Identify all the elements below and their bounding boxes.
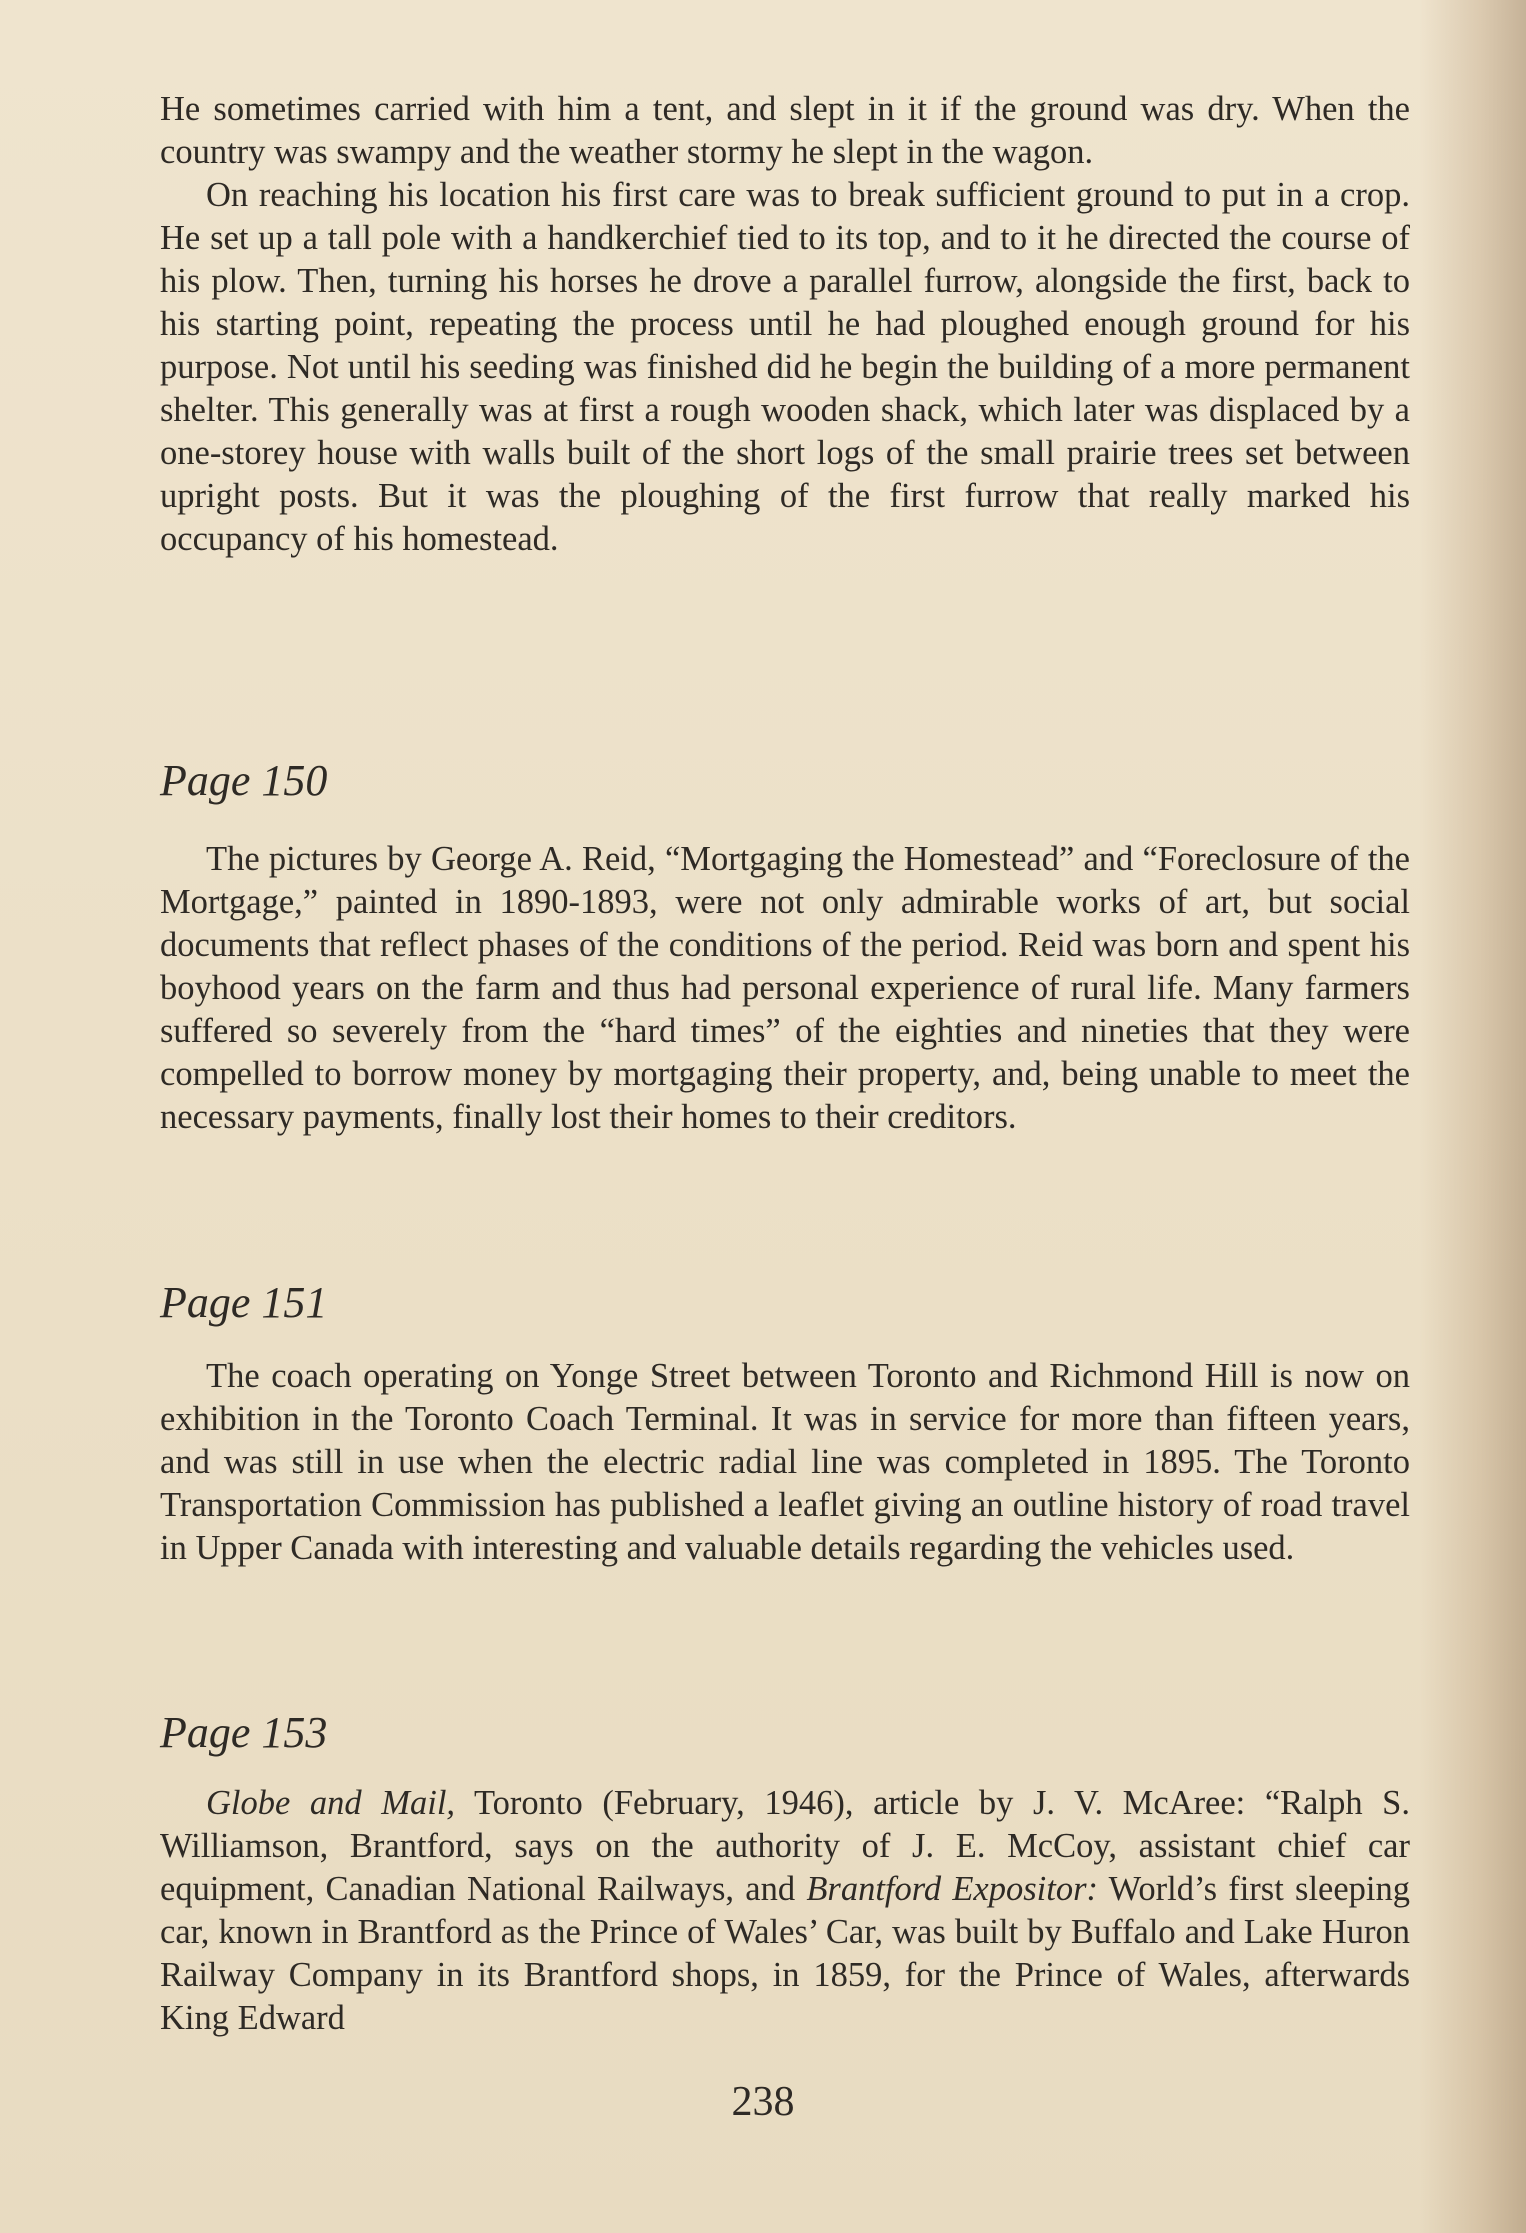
title-globe-and-mail: Globe and Mail, [206, 1784, 456, 1822]
paragraph-yonge-coach: The coach operating on Yonge Street between Toronto and Richmond Hill is now on exhibition in the Toronto Coach Terminal. It was in service for more than fifteen years, and was still in use when the electric radial line was completed in 1895. The Toronto Transportation Commission has published a leaflet giving an outline history of road travel in Upper Canada with interesting and valuable details regarding the vehicles used. [160, 1357, 1410, 1567]
page-number: 238 [731, 2079, 795, 2125]
section-heading-page-153: Page 153 [160, 1708, 328, 1757]
section-page-150 [160, 838, 1410, 1139]
text-sleeping-car: World’s first sleeping car, known in Brantford as the Prince of Wales’ Car, was built by Buffalo and Lake Huron Railway Company in its Brantford shops, in 1859, for the Prince of Wales, afterwards King Edward [160, 1870, 1411, 2037]
paragraph-homestead: On reaching his location his first care was to break sufficient ground to put in a crop. He set up a tall pole with a handkerchief tied to its top, and to it he directed the course of his plow. Then, turning his horses he drove a parallel furrow, alongside the first, back to his starting point, repeating the process until he had ploughed enough ground for his purpose. Not until his seeding was finished did he begin the building of a more permanent shelter. This generally was at first a rough wooden shack, which later was displaced by a one-storey house with walls built of the short logs of the small prairie trees set between upright posts. But it was the ploughing of the first furrow that really marked his occupancy of his homestead. [160, 176, 1410, 558]
paragraph-tent: He sometimes carried with him a tent, and slept in it if the ground was dry. When the country was swampy and the weather stormy he slept in the wagon. [160, 90, 1410, 171]
section-heading-page-150: Page 150 [160, 756, 328, 805]
section-page-151 [160, 1355, 1410, 1570]
paragraph-sleeping-car [160, 1782, 1410, 2040]
paragraph-reid-paintings: The pictures by George A. Reid, “Mortgaging the Homestead” and “Foreclosure of the Mortgage,” painted in 1890-1893, were not only admirable works of art, but social documents that reflect phases of the conditions of the period. Reid was born and spent his boyhood years on the farm and thus had personal experience of rural life. Many farmers suffered so severely from the “hard times” of the eighties and nineties that they were compelled to borrow money by mortgaging their property, and, being unable to meet the necessary payments, finally lost their homes to their creditors. [160, 840, 1410, 1136]
section-page-153 [160, 1782, 1410, 2040]
title-brantford-expositor: Brantford Expositor: [806, 1870, 1099, 1908]
text-mcaree-article: Toronto (February, 1946), article by J. V. McAree: “Ralph S. Williamson, Brantford, says on the authority of J. E. McCoy, assistant chief car equipment, Canadian National Railways, and [160, 1784, 1410, 1908]
section-heading-page-151: Page 151 [160, 1278, 328, 1327]
intro-text [160, 88, 1410, 561]
